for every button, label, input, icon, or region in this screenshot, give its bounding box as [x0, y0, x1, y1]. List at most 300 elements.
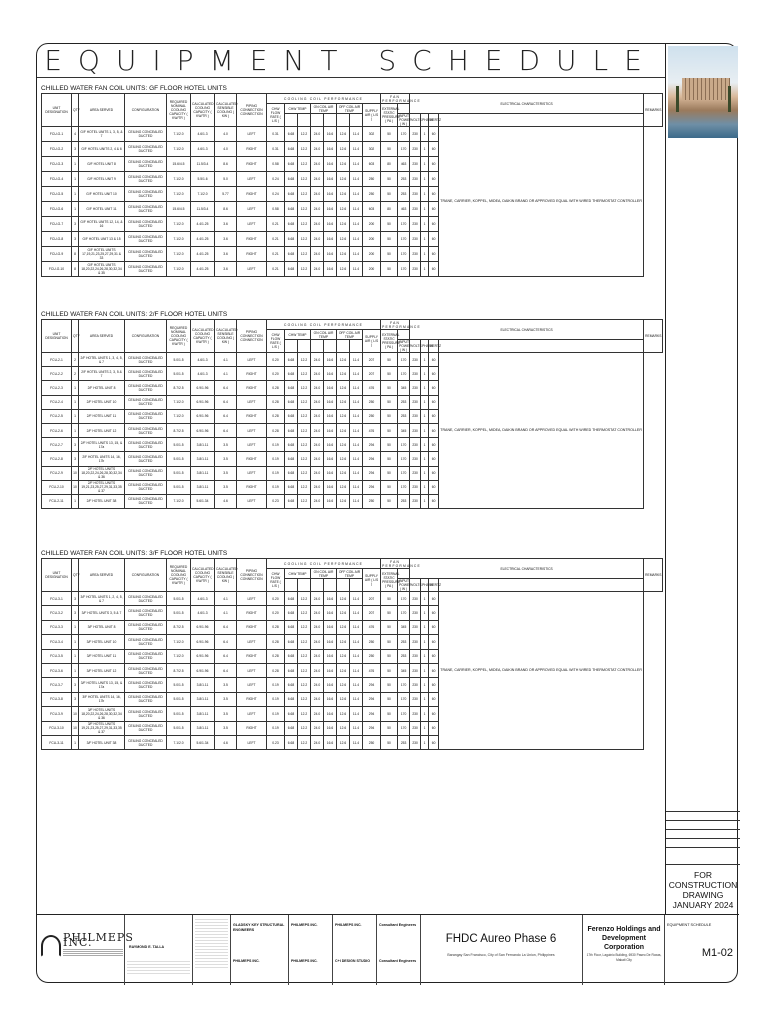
table-cell: LEFT [237, 663, 267, 677]
table-cell: CEILING CONCEALED DUCTED [125, 494, 167, 508]
col-subheader-temp [350, 579, 363, 592]
table-cell: LEFT [237, 202, 267, 217]
table-cell: 1 [72, 423, 79, 437]
col-header-on-coil: ON COIL AIR TEMP [311, 104, 337, 114]
table-cell: 7.1/2.0 [167, 142, 191, 157]
engineer-cell [125, 915, 193, 985]
table-cell: 8.7/2.5 [167, 381, 191, 395]
table-cell: 6.68 [285, 172, 298, 187]
quality-surveyor: Consultant Engineers [379, 923, 417, 927]
col-header-hertz: HERTZ [429, 340, 439, 353]
table-cell: 230 [410, 635, 421, 649]
table-cell: 7.1/2.0 [167, 494, 191, 508]
table-cell: 2/F HOTEL UNITS 18,20,22,24,26,28,30,32,34 & 36 [79, 466, 125, 480]
table-cell: 11.4 [350, 353, 363, 367]
title-block [37, 914, 739, 984]
table-cell: 60 [429, 494, 439, 508]
table-cell: 230 [410, 395, 421, 409]
table-cell: 0.28 [267, 395, 285, 409]
table-cell: 6.68 [285, 262, 298, 277]
table-cell: 253 [398, 395, 410, 409]
table-cell: 24.0 [311, 202, 324, 217]
table-cell: 3 [72, 692, 79, 706]
col-header-unit-designation: UNIT DESIGNATION [42, 94, 72, 127]
table-cell: 12.2 [298, 142, 311, 157]
table-cell: 8.6 [215, 202, 237, 217]
table-cell: 6.9/1.96 [191, 409, 215, 423]
table-cell: 1 [421, 452, 429, 466]
table-cell: 170 [398, 247, 410, 262]
table-cell: 3/F HOTEL UNIT 12 [79, 663, 125, 677]
page-title: EQUIPMENT SCHEDULE [37, 44, 665, 78]
table-cell: 60 [429, 353, 439, 367]
table-cell: 230 [410, 592, 421, 606]
table-cell: 7.1/2.0 [167, 735, 191, 749]
table-cell: 1 [421, 592, 429, 606]
table-cell: FCU-3-11 [42, 735, 72, 749]
table-cell: 12.2 [298, 692, 311, 706]
table-cell: 12.6 [337, 466, 350, 480]
table-cell: 12.2 [298, 127, 311, 142]
table-cell: 294 [363, 721, 381, 735]
table-cell: FCU-2-8 [42, 452, 72, 466]
table-cell: 5.0/1.5 [167, 707, 191, 721]
table-cell: 2/F HOTEL UNIT 38 [79, 494, 125, 508]
col-header-calculated-sensible: CALCULATED SENSIBLE COOLING ( KW ) [215, 559, 237, 592]
table-cell: 1 [421, 438, 429, 452]
col-header-configuration: CONFIGURATION [125, 94, 167, 127]
table-cell: 170 [398, 466, 410, 480]
table-cell: 6.9/1.96 [191, 620, 215, 634]
remarks-cell: TRANE, CARRIER, KOPPEL, MIDEA, DAIKIN BRAND OR APPROVED EQUAL WITH WIRED THERMOSTAT CONTROLLER [439, 592, 644, 750]
table-cell: 3.6 [215, 232, 237, 247]
table-cell: 12.6 [337, 735, 350, 749]
table-cell: 1 [72, 172, 79, 187]
table-cell: 4.6/1.3 [191, 127, 215, 142]
table-cell: 230 [410, 663, 421, 677]
table-cell: FCU-2-4 [42, 395, 72, 409]
table-cell: 0.31 [267, 142, 285, 157]
table-cell: 50 [381, 649, 398, 663]
table-cell: 230 [410, 202, 421, 217]
col-header-supply-air: SUPPLY AIR ( L/S ) [363, 104, 381, 127]
table-cell: 2/F HOTEL UNIT 10 [79, 395, 125, 409]
table-cell: 1 [72, 494, 79, 508]
table-cell: 250 [363, 409, 381, 423]
table-cell: 6.9/1.96 [191, 381, 215, 395]
structural-consultant: GLADSKY KEY STRUCTURAL ENGINEERS [233, 923, 285, 932]
table-cell: 60 [429, 142, 439, 157]
table-cell: 230 [410, 452, 421, 466]
table-cell: G/F HOTEL UNIT 13 & 15 [79, 232, 125, 247]
table-cell: 4.4/1.25 [191, 232, 215, 247]
table-cell: 24.0 [311, 707, 324, 721]
table-cell: 50 [381, 592, 398, 606]
table-cell: 11.4 [350, 409, 363, 423]
table-cell: 250 [363, 395, 381, 409]
col-subheader-temp [337, 579, 350, 592]
table-cell: 16.6 [324, 620, 337, 634]
table-cell: 253 [398, 649, 410, 663]
table-cell: 7.1/2.0 [167, 172, 191, 187]
table-cell: 7.1/2.0 [167, 217, 191, 232]
project-location: Barangay San Francisco, City of San Fernando La Union, Philippines [447, 953, 555, 957]
table-cell: 24.0 [311, 592, 324, 606]
table-cell: 12.6 [337, 663, 350, 677]
table-cell: 0.20 [267, 367, 285, 381]
col-header-input: INPUT POWER ( W ) [399, 340, 412, 352]
table-cell: CEILING CONCEALED DUCTED [125, 172, 167, 187]
table-cell: 50 [381, 620, 398, 634]
table-cell: 12.6 [337, 157, 350, 172]
table-cell: FCU-2-10 [42, 480, 72, 494]
table-cell: 12.2 [298, 187, 311, 202]
owner-address: 17th Floor, Laguinio Building, 6930 Paseo De Roxas, Makati City [586, 953, 662, 962]
table-cell: 3/F HOTEL UNITS 3, 5 & 7 [79, 606, 125, 620]
table-cell: 170 [398, 367, 410, 381]
table-cell: 294 [363, 466, 381, 480]
table-cell: 3/F HOTEL UNITS 1, 2, 4, 5, & 7 [79, 592, 125, 606]
table-cell: CEILING CONCEALED DUCTED [125, 649, 167, 663]
table-cell: 24.0 [311, 262, 324, 277]
table-cell: CEILING CONCEALED DUCTED [125, 663, 167, 677]
table-cell: 1 [72, 202, 79, 217]
table-cell: 11.4 [350, 127, 363, 142]
col-subheader-temp [298, 579, 311, 592]
table-cell: 3/F HOTEL UNIT 11 [79, 649, 125, 663]
table-cell: 60 [429, 452, 439, 466]
col-header-chw-temp: CHW TEMP [285, 569, 311, 579]
table-cell: 250 [363, 172, 381, 187]
construction-stamp [666, 864, 740, 914]
table-cell: 50 [381, 606, 398, 620]
col-header-static-pressure: EXTERNAL STATIC PRESSURE ( PA ) [381, 104, 398, 127]
table-cell: 60 [429, 262, 439, 277]
table-cell: LEFT [237, 172, 267, 187]
table-cell: 6.9/1.96 [191, 635, 215, 649]
col-header-remarks: REMARKS [644, 559, 663, 592]
table-cell: CEILING CONCEALED DUCTED [125, 480, 167, 494]
table-cell: RIGHT [237, 367, 267, 381]
table-cell: 12.2 [298, 721, 311, 735]
col-header-unit-designation: UNIT DESIGNATION [42, 320, 72, 353]
col-header-phase: PHASE [421, 114, 429, 127]
table-cell: 1 [421, 217, 429, 232]
table-cell: 1 [421, 381, 429, 395]
table-cell: 6.68 [285, 721, 298, 735]
col-header-supply-air: SUPPLY AIR ( L/S ) [363, 569, 381, 592]
section-title: CHILLED WATER FAN COIL UNITS: 2/F FLOOR HOTEL UNITS [41, 311, 228, 318]
table-cell: 5.0/1.5 [167, 367, 191, 381]
table-cell: 6.4 [215, 395, 237, 409]
table-cell: 60 [429, 649, 439, 663]
table-cell: 345 [398, 423, 410, 437]
table-cell: 24.0 [311, 409, 324, 423]
table-cell: LEFT [237, 353, 267, 367]
table-cell: 16.6 [324, 707, 337, 721]
table-cell: 12.6 [337, 127, 350, 142]
table-cell: 12.6 [337, 381, 350, 395]
table-cell: 1 [72, 381, 79, 395]
table-cell: CEILING CONCEALED DUCTED [125, 142, 167, 157]
table-cell: 6.9/1.96 [191, 423, 215, 437]
table-cell: LEFT [237, 466, 267, 480]
table-cell: 7.1/2.0 [191, 187, 215, 202]
table-cell: 8.6 [215, 157, 237, 172]
table-cell: 1 [421, 247, 429, 262]
table-cell: 6.68 [285, 157, 298, 172]
table-cell: 12.6 [337, 262, 350, 277]
col-header-chw-flow: CHW FLOW RATE ( L/S ) [267, 330, 285, 353]
schedule-table [41, 558, 663, 750]
table-cell: 24.0 [311, 353, 324, 367]
table-cell: 16.6 [324, 232, 337, 247]
col-subheader-temp [311, 579, 324, 592]
table-cell: 1 [72, 635, 79, 649]
table-cell: 294 [363, 480, 381, 494]
table-cell: CEILING CONCEALED DUCTED [125, 157, 167, 172]
table-cell: 11.4 [350, 620, 363, 634]
table-cell: 12.6 [337, 367, 350, 381]
table-cell: 5.0/1.5 [167, 678, 191, 692]
table-cell: 3 [72, 592, 79, 606]
table-cell: 16.6 [324, 649, 337, 663]
interior-consultant: C+I DESIGN STUDIO [335, 959, 371, 963]
table-cell: LEFT [237, 494, 267, 508]
table-cell: 230 [410, 381, 421, 395]
table-cell: 11.4 [350, 635, 363, 649]
table-cell: 3.5 [215, 480, 237, 494]
table-cell: 12.6 [337, 692, 350, 706]
table-cell: CEILING CONCEALED DUCTED [125, 217, 167, 232]
table-cell: 16.6 [324, 353, 337, 367]
table-cell: 12.6 [337, 606, 350, 620]
table-cell: 170 [398, 142, 410, 157]
table-cell: RIGHT [237, 142, 267, 157]
table-cell: 80 [381, 202, 398, 217]
table-cell: CEILING CONCEALED DUCTED [125, 592, 167, 606]
sheet-title: EQUIPMENT SCHEDULE [667, 923, 712, 927]
table-cell: 170 [398, 692, 410, 706]
table-cell: 24.0 [311, 217, 324, 232]
table-cell: 12.6 [337, 707, 350, 721]
schedule-section-gf [41, 84, 663, 277]
table-cell: FCU-2-9 [42, 466, 72, 480]
table-cell: FCU-3-2 [42, 606, 72, 620]
table-cell: CEILING CONCEALED DUCTED [125, 127, 167, 142]
coil-group-header: COOLING COIL PERFORMANCE [267, 320, 381, 330]
owner-name: Ferenzo Holdings and Development Corporation [587, 926, 661, 951]
table-cell: 3 [72, 232, 79, 247]
table-cell: 12.2 [298, 663, 311, 677]
schedule-table [41, 319, 663, 509]
table-cell: CEILING CONCEALED DUCTED [125, 423, 167, 437]
table-cell: 6.68 [285, 202, 298, 217]
col-subheader-temp [324, 340, 337, 353]
table-cell: 200 [363, 232, 381, 247]
table-cell: 0.21 [267, 262, 285, 277]
table-cell: 3.8/1.11 [191, 466, 215, 480]
table-cell: 0.21 [267, 247, 285, 262]
table-cell: 60 [429, 187, 439, 202]
table-cell: 5.0/1.5 [167, 438, 191, 452]
col-subheader-temp [311, 114, 324, 127]
table-cell: 3.6 [215, 262, 237, 277]
table-cell: 6.68 [285, 187, 298, 202]
table-cell: CEILING CONCEALED DUCTED [125, 620, 167, 634]
table-cell: LEFT [237, 423, 267, 437]
table-cell: 11.4 [350, 395, 363, 409]
quality-cell [377, 915, 421, 985]
table-cell: 8.7/2.5 [167, 663, 191, 677]
table-cell: 12.2 [298, 635, 311, 649]
col-header-static-pressure: EXTERNAL STATIC PRESSURE ( PA ) [381, 569, 398, 592]
table-cell: 12.2 [298, 367, 311, 381]
table-cell: 170 [398, 606, 410, 620]
table-cell: 50 [381, 217, 398, 232]
table-cell: 12.2 [298, 247, 311, 262]
table-cell: 6.68 [285, 232, 298, 247]
table-cell: 0.28 [267, 381, 285, 395]
table-cell: 6.68 [285, 735, 298, 749]
table-cell: 16.6 [324, 635, 337, 649]
table-cell: 12.6 [337, 721, 350, 735]
col-header-on-coil: ON COIL AIR TEMP [311, 330, 337, 340]
col-header-area-served: AREA SERVED [79, 320, 125, 353]
table-cell: 4.4/1.25 [191, 217, 215, 232]
table-cell: 12.2 [298, 381, 311, 395]
table-cell: 4.0 [215, 127, 237, 142]
col-header-unit-designation: UNIT DESIGNATION [42, 559, 72, 592]
table-cell: CEILING CONCEALED DUCTED [125, 409, 167, 423]
table-cell: 0.19 [267, 480, 285, 494]
table-cell: CEILING CONCEALED DUCTED [125, 202, 167, 217]
table-cell: FCU-G-8 [42, 232, 72, 247]
table-cell: 0.28 [267, 423, 285, 437]
table-cell: FCU-2-7 [42, 438, 72, 452]
table-cell: 1 [421, 157, 429, 172]
table-cell: CEILING CONCEALED DUCTED [125, 353, 167, 367]
table-cell: 12.2 [298, 592, 311, 606]
structural-cell [231, 915, 289, 985]
table-cell: 250 [363, 649, 381, 663]
table-cell: 11.4 [350, 142, 363, 157]
mechanical-consultant: PHILMEPS INC. [291, 923, 318, 927]
table-cell: 6.68 [285, 381, 298, 395]
table-cell: 3/F HOTEL UNITS 14, 16, 17b [79, 692, 125, 706]
table-cell: 12.2 [298, 172, 311, 187]
table-cell: 4.0 [215, 142, 237, 157]
fire-protection-cell [333, 915, 377, 985]
col-header-hertz: HERTZ [429, 579, 439, 592]
table-cell: 7.1/2.0 [167, 187, 191, 202]
table-cell: 170 [398, 438, 410, 452]
table-cell: RIGHT [237, 620, 267, 634]
table-cell: RIGHT [237, 247, 267, 262]
table-cell: 16.6 [324, 480, 337, 494]
table-cell: 60 [429, 172, 439, 187]
table-cell: 60 [429, 438, 439, 452]
table-cell: 5.0/1.5 [167, 692, 191, 706]
table-cell: 1 [421, 707, 429, 721]
table-cell: 12.2 [298, 395, 311, 409]
table-cell: 4.6/1.3 [191, 353, 215, 367]
col-subheader-temp [298, 114, 311, 127]
table-cell: 50 [381, 692, 398, 706]
table-cell: 5.6/1.34 [191, 494, 215, 508]
table-cell: RIGHT [237, 157, 267, 172]
section-title: CHILLED WATER FAN COIL UNITS: 3/F FLOOR HOTEL UNITS [41, 550, 228, 557]
table-cell: 16.6 [324, 678, 337, 692]
table-cell: 0.23 [267, 494, 285, 508]
table-cell: 230 [410, 409, 421, 423]
table-cell: 1 [421, 721, 429, 735]
table-cell: 7.1/2.0 [167, 649, 191, 663]
table-cell: 6.4 [215, 649, 237, 663]
table-cell: 6.68 [285, 466, 298, 480]
table-cell: 3.8/1.11 [191, 480, 215, 494]
col-header-hertz: HERTZ [429, 114, 439, 127]
table-cell: 12.6 [337, 172, 350, 187]
table-cell: 50 [381, 663, 398, 677]
table-cell: 207 [363, 592, 381, 606]
table-cell: 6.68 [285, 649, 298, 663]
table-cell: 2/F HOTEL UNIT 12 [79, 423, 125, 437]
table-cell: 2/F HOTEL UNITS 2, 3, 5 & 7 [79, 367, 125, 381]
col-header-on-coil: ON COIL AIR TEMP [311, 569, 337, 579]
table-cell: 60 [429, 606, 439, 620]
table-cell: CEILING CONCEALED DUCTED [125, 707, 167, 721]
table-cell: 15.6/4.5 [167, 157, 191, 172]
table-cell: 15.6/4.5 [167, 202, 191, 217]
table-cell: 24.0 [311, 721, 324, 735]
table-cell: CEILING CONCEALED DUCTED [125, 692, 167, 706]
table-cell: 11.4 [350, 423, 363, 437]
table-cell: 230 [410, 480, 421, 494]
col-header-chw-flow: CHW FLOW RATE ( L/S ) [267, 569, 285, 592]
table-cell: 5.5/1.6 [191, 172, 215, 187]
table-cell: G/F HOTEL UNITS 12, 14, & 16 [79, 217, 125, 232]
table-cell: 1 [421, 202, 429, 217]
table-cell: 50 [381, 409, 398, 423]
table-cell: 12.6 [337, 620, 350, 634]
table-cell: 16.6 [324, 127, 337, 142]
table-cell: 3 [72, 678, 79, 692]
table-cell: RIGHT [237, 452, 267, 466]
col-header-calculated-capacity: CALCULATED COOLING CAPACITY ( KW/TR ) [191, 559, 215, 592]
table-cell: 1 [72, 735, 79, 749]
table-cell: 11.4 [350, 494, 363, 508]
project-manager: Consultant Engineers [379, 959, 417, 963]
table-cell: CEILING CONCEALED DUCTED [125, 635, 167, 649]
table-cell: 16.6 [324, 247, 337, 262]
table-cell: 2/F HOTEL UNIT 11 [79, 409, 125, 423]
col-header-phase: PHASE [421, 579, 429, 592]
table-cell: 0.24 [267, 172, 285, 187]
table-row [42, 592, 663, 606]
table-cell: 230 [410, 127, 421, 142]
table-cell: 5.0/1.5 [167, 606, 191, 620]
table-cell: 200 [363, 262, 381, 277]
table-cell: 3 [72, 438, 79, 452]
table-cell: 16.6 [324, 692, 337, 706]
table-cell: 6.68 [285, 620, 298, 634]
table-cell: 50 [381, 142, 398, 157]
table-cell: 60 [429, 466, 439, 480]
table-cell: 12.6 [337, 353, 350, 367]
table-cell: 24.0 [311, 494, 324, 508]
col-header-static-pressure: EXTERNAL STATIC PRESSURE ( PA ) [381, 330, 398, 353]
